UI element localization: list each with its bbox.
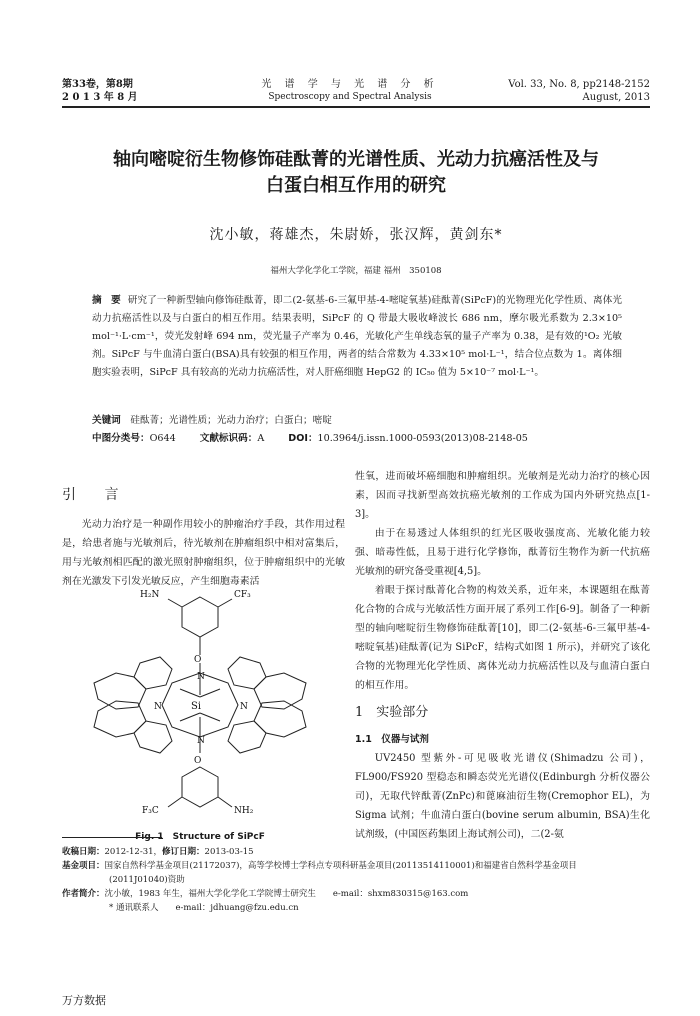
title-line-1: 轴向嘧啶衍生物修饰硅酞菁的光谱性质、光动力抗癌活性及与: [113, 149, 599, 170]
keywords-label: 关键词: [92, 415, 121, 426]
label-n-1: N: [197, 672, 205, 682]
benzo-ring-bottom-left: [134, 721, 172, 753]
author-list: 沈小敏，蒋雄杰，朱尉娇，张汉辉，黄剑东*: [209, 227, 503, 243]
benzo-ring-top-right: [228, 657, 266, 689]
corresponding-author: * 通讯联系人 e-mail：jdhuang@fzu.edu.cn: [109, 903, 299, 913]
abstract-label: 摘 要: [92, 295, 124, 306]
keywords: [92, 413, 622, 429]
doi-value: 10.3964/j.issn.1000-0593(2013)08-2148-05: [317, 433, 528, 444]
author-bio-label: 作者简介：: [62, 889, 105, 899]
top-pyrimidine-ring: [182, 597, 218, 637]
header-volume: 第33卷，第8期: [62, 79, 133, 90]
header-citation: [500, 78, 650, 104]
label-f3c: F₃C: [142, 806, 159, 816]
classification: [92, 431, 622, 447]
received-date: 2012-12-31，: [104, 847, 163, 857]
section-heading-experimental: 1 实验部分: [355, 705, 429, 720]
wanfang-watermark: 万方数据: [62, 994, 106, 1007]
affiliation: 福州大学化学化工学院，福建 福州 350108: [270, 266, 442, 276]
doi-label: DOI：: [288, 433, 318, 444]
title-line-2: 白蛋白相互作用的研究: [266, 175, 446, 196]
revised-label: 修订日期：: [162, 847, 205, 857]
intro-paragraph-1: 光动力治疗是一种副作用较小的肿瘤治疗手段，其作用过程是，给患者施与光敏剂后，待光敏剂在肿瘤组织中相对富集后，用与光敏剂相匹配的激光照射肿瘤组织，位于肿瘤组织中的光敏剂在光激发下引发光敏反应，产生细胞毒素活: [62, 519, 345, 587]
footnotes: [62, 845, 650, 915]
bottom-pyrimidine-ring: [182, 767, 218, 807]
label-o-bottom: O: [194, 756, 202, 766]
paper-title: [62, 147, 650, 199]
journal-name-en: Spectroscopy and Spectral Analysis: [268, 92, 432, 102]
header-vol-pages: Vol. 33, No. 8, pp2148-2152: [508, 79, 650, 90]
left-column: [62, 515, 345, 591]
footnote-rule: [62, 837, 162, 838]
header-journal: [250, 78, 450, 104]
label-n-3: N: [154, 702, 162, 712]
abstract-text: 研究了一种新型轴向修饰硅酞菁，即二(2-氨基-6-三氟甲基-4-嘧啶氧基)硅酞菁(SiPcF)的光物理光化学性质、离体光动力抗癌活性以及与白蛋白的相互作用。结果表明，SiPcF 的 Q 带最大吸收峰波长 686 nm，摩尔吸光系数为 2.3×10⁵ mol⁻¹·L·cm⁻¹，荧光发射峰 694 nm，荧光量子产率为 0.46，光敏化产生单线态氧的量子产率为 0.38，是有效的¹O₂ 光敏剂。SiPcF 与牛血清白蛋白(BSA)具有较强的相互作用，两者的结合常数为 4.33×10⁵ mol·L⁻¹，结合位点数为 1。离体细胞实验表明，SiPcF 具有较高的光动力抗癌活性，对人肝癌细胞 HepG2 的 IC₅₀ 值为 5×10⁻⁷ mol·L⁻¹。: [92, 295, 622, 378]
label-o-top: O: [194, 655, 202, 665]
footnote-author: [62, 887, 650, 901]
benzo-ring-top-left: [134, 657, 172, 689]
intro-heading: 引 言: [62, 487, 131, 503]
fund-label: 基金项目：: [62, 861, 105, 871]
fund-text-1: 国家自然科学基金项目(21172037)，高等学校博士学科点专项科研基金项目(20113514110001)和福建省自然科学基金项目: [104, 861, 577, 871]
label-nh2: NH₂: [234, 806, 254, 816]
clc-label: 中图分类号：: [92, 433, 150, 444]
received-label: 收稿日期：: [62, 847, 105, 857]
header-issue: [62, 78, 138, 104]
fund-text-2: (2011J01040)资助: [109, 875, 185, 885]
doc-code-label: 文献标识码：: [199, 433, 258, 444]
intro-paragraph-3: 着眼于探讨酞菁化合物的构效关系，近年来，本课题组在酞菁化合物的合成与光敏活性方面开展了系列工作[6-9]。制备了一种新型的轴向嘧啶衍生物修饰硅酞菁[10]，即二(2-氨基-6-三氟甲基-4-嘧啶氧基)硅酞菁(记为 SiPcF，结构式如图 1 所示)，并研究了该化合物的光物理光化学性质、离体光动力抗癌活性以及与血清白蛋白的相互作用。: [355, 585, 650, 691]
instruments-paragraph: UV2450 型紫外-可见吸收光谱仪(Shimadzu 公司)，FL900/FS920 型稳态和瞬态荧光光谱仪(Edinburgh 分析仪器公司)，无取代锌酞菁(ZnPc)和蓖麻油衍生物(Cremophor EL)，为 Sigma 试剂；牛血清白蛋白(bovine serum albumin, BSA)生化试剂级，(中国医药集团上海试剂公司)，二(2-氨: [355, 753, 650, 840]
footnote-dates: [62, 845, 650, 859]
label-h2n: H₂N: [140, 590, 160, 600]
keywords-text: 硅酞菁；光谱性质；光动力治疗；白蛋白；嘧啶: [130, 415, 332, 426]
label-n-2: N: [197, 736, 205, 746]
footnote-fund: [62, 859, 650, 873]
header-month: August, 2013: [582, 92, 650, 103]
benzo-ring-bottom-right: [228, 721, 266, 753]
journal-name-zh: 光 谱 学 与 光 谱 分 析: [261, 79, 439, 90]
right-column: [355, 467, 650, 844]
sipcf-structure-figure: [80, 585, 320, 825]
label-cf3: CF₃: [234, 590, 251, 600]
intro-paragraph-cont: 性氧，进而破坏癌细胞和肿瘤组织。光敏剂是光动力治疗的核心因素，因而寻找新型高效抗癌光敏剂的工作成为国内外研究热点[1-3]。: [355, 471, 650, 520]
label-n-4: N: [240, 702, 248, 712]
header-date: 2 0 1 3 年 8 月: [62, 92, 138, 103]
label-si: Si: [191, 701, 202, 712]
author-bio-text: 沈小敏，1983 年生，福州大学化学化工学院博士研究生 e-mail：shxm830315@163.com: [104, 889, 469, 899]
figure-caption: Fig. 1 Structure of SiPcF: [135, 832, 265, 842]
header-rule: [62, 106, 650, 108]
clc-value: O644: [149, 433, 176, 444]
doc-code-value: A: [257, 433, 265, 444]
subsection-heading-instruments: 1.1 仪器与试剂: [355, 734, 429, 745]
revised-date: 2013-03-15: [204, 847, 254, 857]
abstract: [92, 292, 622, 382]
intro-paragraph-2: 由于在易透过人体组织的红光区吸收强度高、光敏化能力较强、暗毒性低，且易于进行化学修饰，酞菁衍生物作为新一代抗癌光敏剂的研究备受重视[4,5]。: [355, 528, 650, 577]
